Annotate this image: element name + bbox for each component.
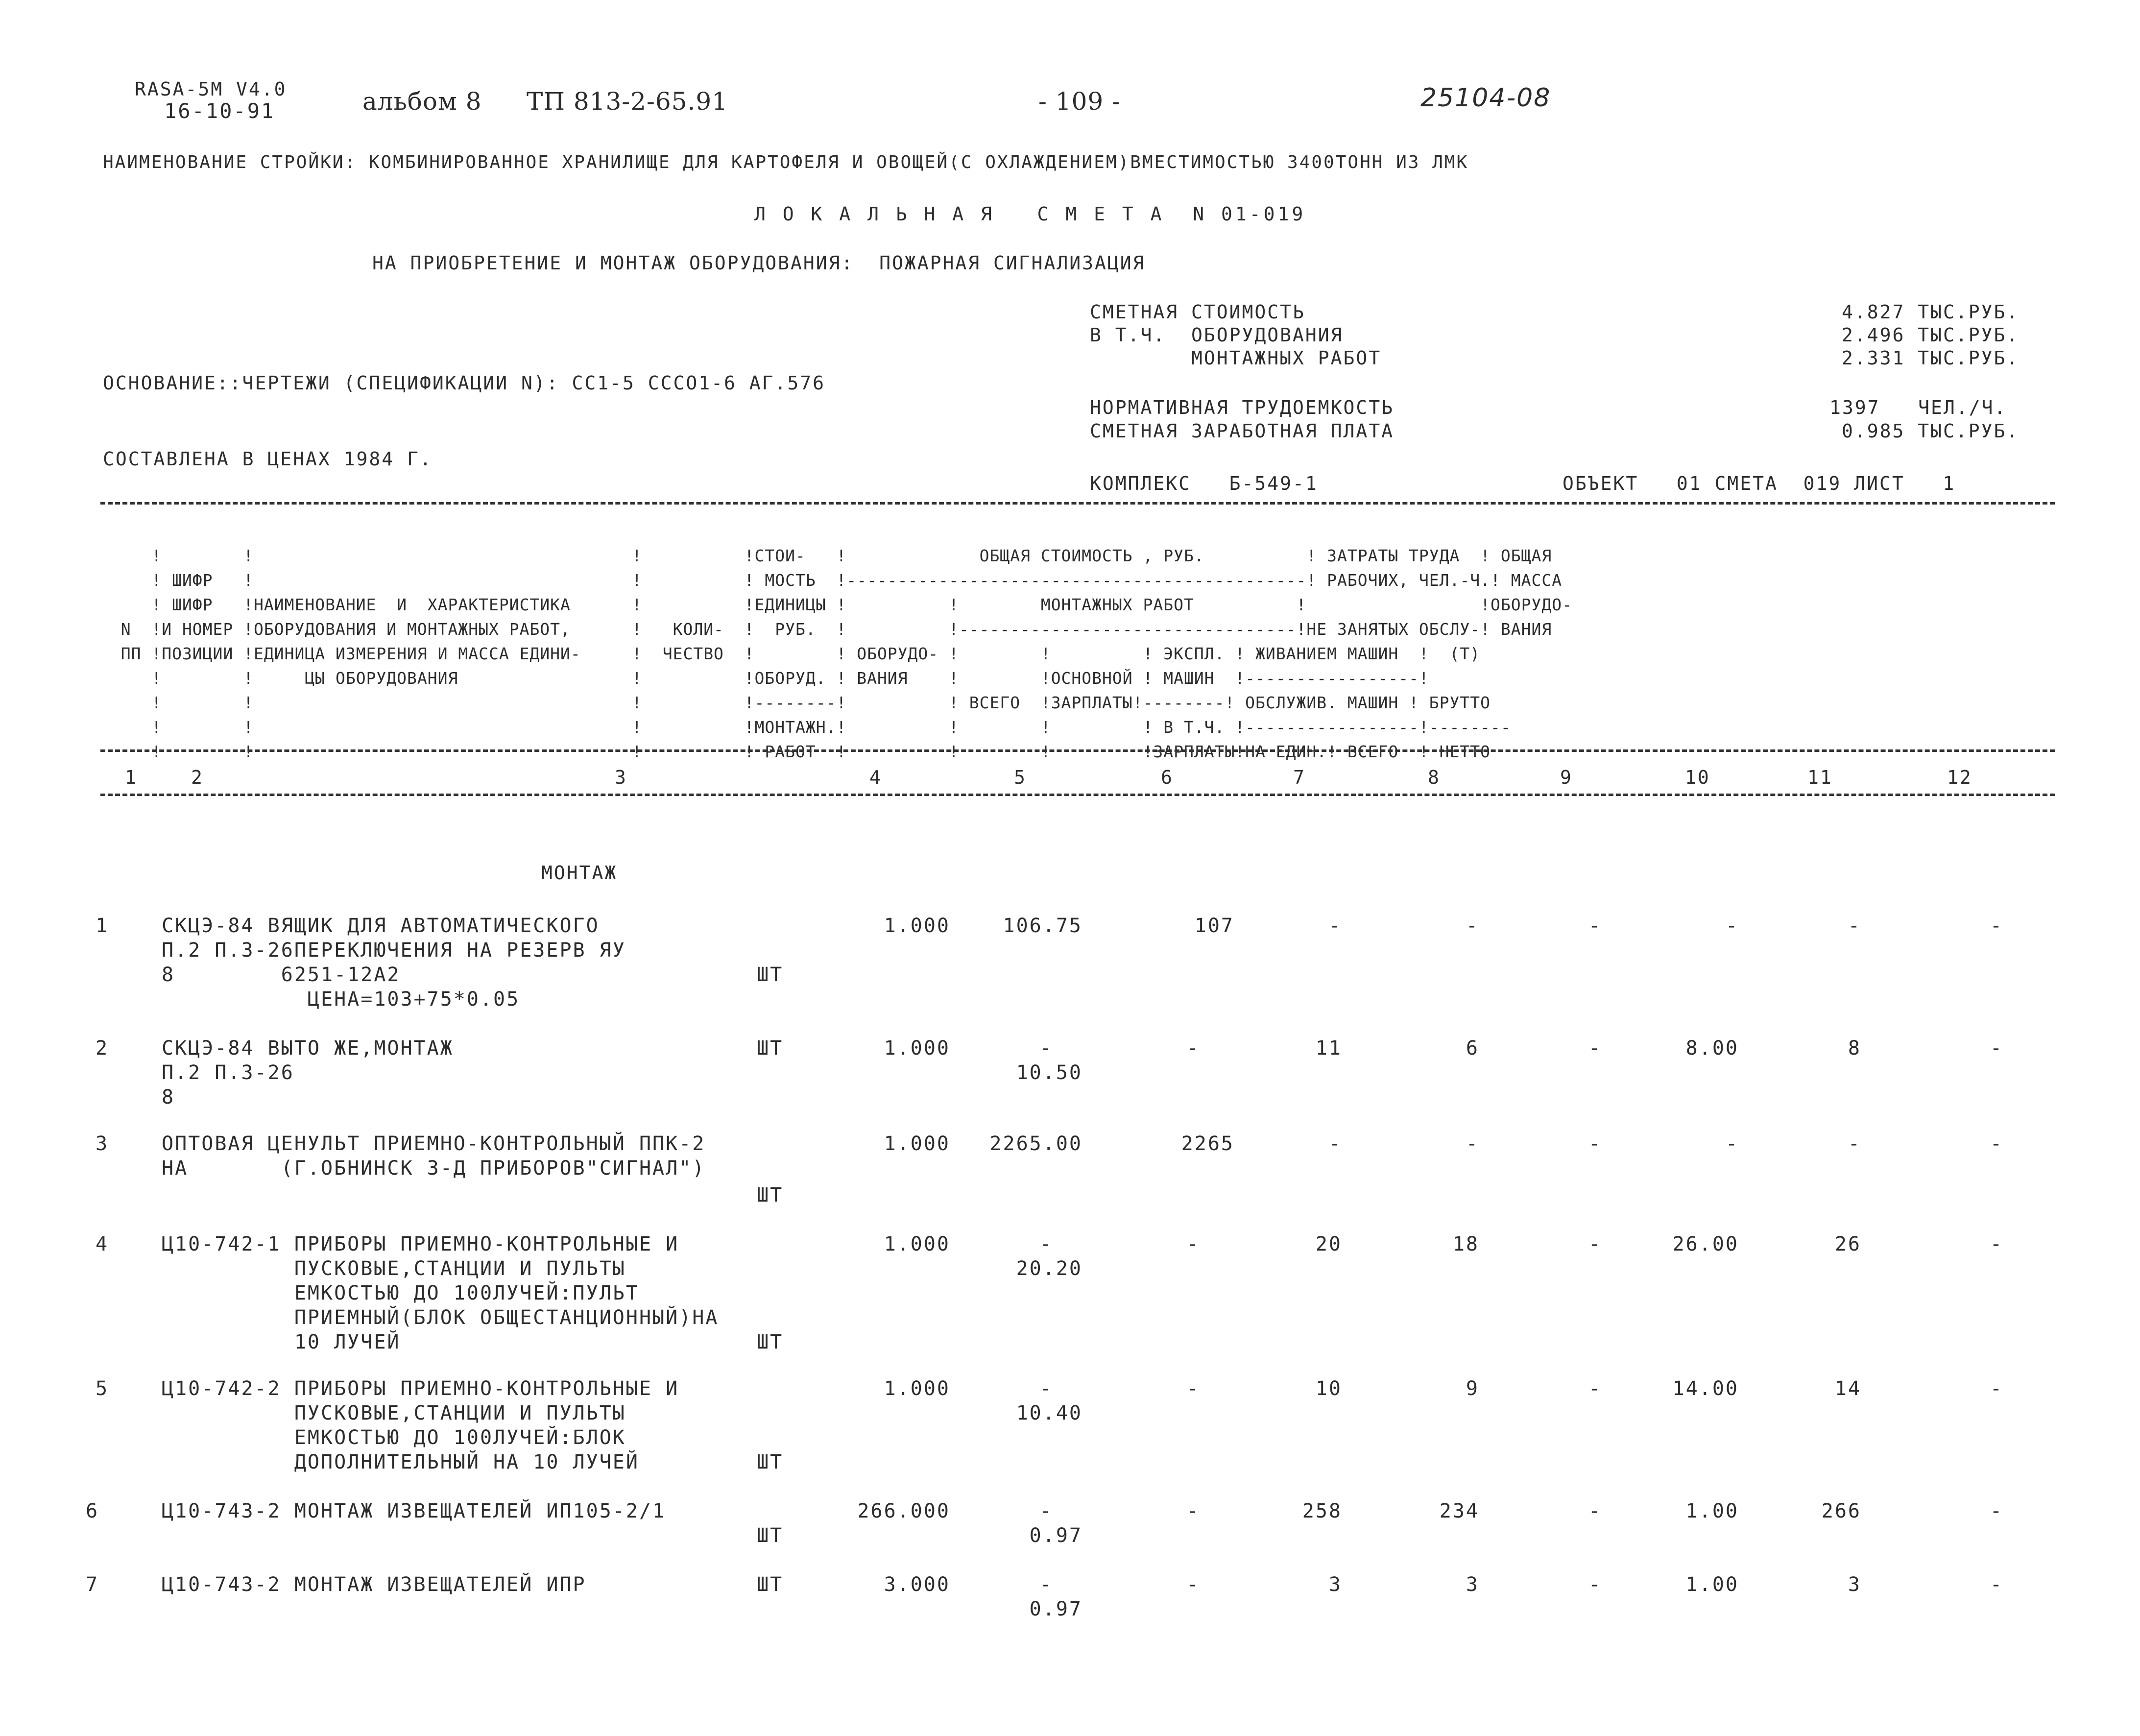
row-desc-line: НА (Г.ОБНИНСК 3-Д ПРИБОРОВ"СИГНАЛ") [162, 1157, 706, 1180]
row-col-10: 8.00 [1685, 1037, 1739, 1060]
row-desc-line: СКЦЭ-84 ВЫТО ЖЕ,МОНТАЖ [162, 1037, 454, 1060]
row-desc-line: Ц10-743-2 МОНТАЖ ИЗВЕЩАТЕЛЕЙ ИП105-2/1 [162, 1500, 666, 1522]
col-num-2: 2 [191, 767, 204, 788]
row-desc-line: ЕМКОСТЬЮ ДО 100ЛУЧЕЙ:БЛОК [162, 1426, 626, 1449]
complex-code: КОМПЛЕКС Б-549-1 [1090, 473, 1318, 494]
cost-value-equipment: 2.496 ТЫС.РУБ. [1842, 324, 2020, 346]
row-col-10: 1.00 [1685, 1573, 1739, 1596]
row-col-10: 14.00 [1672, 1377, 1739, 1400]
table-header [100, 519, 1572, 789]
row-unit-price-mounting: 10.40 [1016, 1402, 1082, 1424]
cost-label-total: СМЕТНАЯ СТОИМОСТЬ [1090, 301, 1305, 323]
row-unit: ШТ [757, 964, 784, 986]
row-quantity: 1.000 [884, 1133, 950, 1155]
row-desc-line: ОПТОВАЯ ЦЕНУЛЬТ ПРИЕМНО-КОНТРОЛЬНЫЙ ППК-2 [162, 1133, 706, 1155]
row-unit-price-mounting: 0.97 [1029, 1598, 1082, 1620]
row-desc-line: ДОПОЛНИТЕЛЬНЫЙ НА 10 ЛУЧЕЙ [162, 1451, 639, 1473]
cost-label-equipment: В Т.Ч. ОБОРУДОВАНИЯ [1090, 324, 1344, 346]
row-col-7: - [1328, 1133, 1342, 1155]
row-col-11: 14 [1834, 1377, 1861, 1400]
row-desc-line: ЦЕНА=103+75*0.05 [162, 988, 520, 1011]
row-col-7: - [1328, 915, 1342, 937]
wage-label: СМЕТНАЯ ЗАРАБОТНАЯ ПЛАТА [1090, 420, 1395, 442]
row-desc-line: 10 ЛУЧЕЙ [162, 1331, 401, 1353]
row-desc-line: П.2 П.3-26ПЕРЕКЛЮЧЕНИЯ НА РЕЗЕРВ ЯУ [162, 939, 626, 962]
row-col-9: - [1588, 1500, 1602, 1522]
row-desc-line: 8 6251-12А2 [162, 964, 401, 986]
page-number: - 109 - [1038, 87, 1121, 116]
table-header-line: ПП !ПОЗИЦИИ !ЕДИНИЦА ИЗМЕРЕНИЯ И МАССА ЕДИНИ- ! ЧЕСТВО ! ! ОБОРУДО- ! ! ! ЭКСПЛ. ! ЖИВАНИЕМ МАШИН ! (Т) [100, 644, 1481, 663]
row-col-12: - [1990, 1500, 2003, 1522]
row-unit: ШТ [757, 1573, 784, 1596]
row-unit: ШТ [757, 1524, 784, 1547]
row-quantity: 266.000 [857, 1500, 950, 1522]
col-num-7: 7 [1293, 767, 1306, 788]
print-date: 16-10-91 [164, 99, 275, 123]
row-col-11: 8 [1848, 1037, 1861, 1060]
row-unit: ШТ [757, 1331, 784, 1353]
row-col-8: 18 [1452, 1233, 1479, 1255]
row-quantity: 1.000 [884, 1377, 950, 1400]
row-col-11: 3 [1848, 1573, 1861, 1596]
row-desc-line: ПУСКОВЫЕ,СТАНЦИИ И ПУЛЬТЫ [162, 1402, 626, 1424]
row-unit-price-equipment: - [1039, 1377, 1053, 1400]
row-number: 7 [86, 1573, 99, 1596]
row-unit: ШТ [757, 1451, 784, 1473]
row-col-9: - [1588, 1573, 1602, 1596]
row-quantity: 3.000 [884, 1573, 950, 1596]
col-num-5: 5 [1014, 767, 1027, 788]
row-desc-line: ЕМКОСТЬЮ ДО 100ЛУЧЕЙ:ПУЛЬТ [162, 1282, 639, 1304]
row-col-9: - [1588, 915, 1602, 937]
row-desc-line: 8 [162, 1086, 175, 1109]
header-bottom-rule [100, 749, 2055, 752]
row-col-8: - [1466, 915, 1479, 937]
program-version: RASA-5M V4.0 [135, 78, 287, 100]
row-col-12: - [1990, 1573, 2003, 1596]
row-col-12: - [1990, 1133, 2003, 1155]
row-quantity: 1.000 [884, 1037, 950, 1060]
row-col-8: 234 [1439, 1500, 1479, 1522]
row-unit-price-mounting: 20.20 [1016, 1257, 1082, 1280]
row-unit: ШТ [757, 1037, 784, 1060]
row-col-10: - [1725, 1133, 1739, 1155]
table-header-line: ! ! ! !СТОИ- ! ОБЩАЯ СТОИМОСТЬ , РУБ. ! ЗАТРАТЫ ТРУДА ! ОБЩАЯ [100, 546, 1552, 565]
row-col-12: - [1990, 1037, 2003, 1060]
row-col-7: 11 [1315, 1037, 1342, 1060]
row-col-6: 107 [1194, 915, 1234, 937]
col-num-6: 6 [1161, 767, 1174, 788]
row-col-9: - [1588, 1233, 1602, 1255]
col-num-4: 4 [869, 767, 882, 788]
row-col-6: - [1186, 1037, 1200, 1060]
col-num-9: 9 [1560, 767, 1573, 788]
cost-label-mounting: МОНТАЖНЫХ РАБОТ [1090, 347, 1382, 369]
row-number: 6 [86, 1500, 99, 1522]
table-header-line: ! ШИФР !НАИМЕНОВАНИЕ И ХАРАКТЕРИСТИКА ! !ЕДИНИЦЫ ! ! МОНТАЖНЫХ РАБОТ ! !ОБОРУДО- [100, 595, 1572, 614]
table-header-line: N !И НОМЕР !ОБОРУДОВАНИЯ И МОНТАЖНЫХ РАБОТ, ! КОЛИ- ! РУБ. ! !---------------------------------!НЕ ЗАНЯТЫХ ОБСЛУ-! ВАНИЯ [100, 620, 1552, 639]
row-quantity: 1.000 [884, 1233, 950, 1255]
row-col-11: - [1848, 915, 1861, 937]
row-col-7: 20 [1315, 1233, 1342, 1255]
row-col-7: 258 [1302, 1500, 1342, 1522]
row-unit-price-mounting: 10.50 [1016, 1061, 1082, 1084]
estimate-subject: НА ПРИОБРЕТЕНИЕ И МОНТАЖ ОБОРУДОВАНИЯ: ПОЖАРНАЯ СИГНАЛИЗАЦИЯ [372, 252, 1146, 274]
row-col-9: - [1588, 1377, 1602, 1400]
row-unit-price-equipment: - [1039, 1500, 1053, 1522]
row-desc-line: ПУСКОВЫЕ,СТАНЦИИ И ПУЛЬТЫ [162, 1257, 626, 1280]
row-col-9: - [1588, 1133, 1602, 1155]
wage-value: 0.985 ТЫС.РУБ. [1842, 420, 2020, 442]
row-col-8: 3 [1466, 1573, 1479, 1596]
table-header-line: ! ! ! ! РАБОТ ! ! ! !ЗАРПЛАТЫ!НА ЕДИН.! ВСЕГО ! НЕТТО [100, 742, 1491, 761]
labor-value: 1397 ЧЕЛ./Ч. [1829, 397, 2007, 418]
row-col-12: - [1990, 915, 2003, 937]
row-col-7: 3 [1328, 1573, 1342, 1596]
col-num-8: 8 [1428, 767, 1441, 788]
col-num-3: 3 [615, 767, 627, 788]
row-unit-price-mounting: 0.97 [1029, 1524, 1082, 1547]
row-number: 3 [96, 1133, 109, 1155]
row-number: 5 [96, 1377, 109, 1400]
row-number: 2 [96, 1037, 109, 1060]
row-number: 1 [96, 915, 109, 937]
col-num-12: 12 [1947, 767, 1972, 788]
row-desc-line: СКЦЭ-84 ВЯЩИК ДЛЯ АВТОМАТИЧЕСКОГО [162, 915, 600, 937]
estimate-title: Л О К А Л Ь Н А Я С М Е Т А N 01-019 [754, 203, 1306, 225]
row-col-8: 9 [1466, 1377, 1479, 1400]
row-col-10: - [1725, 915, 1739, 937]
row-col-6: - [1186, 1377, 1200, 1400]
row-unit-price-equipment: - [1039, 1233, 1053, 1255]
row-unit-price-equipment: 106.75 [1003, 915, 1082, 937]
row-unit-price-equipment: - [1039, 1573, 1053, 1596]
row-col-8: - [1466, 1133, 1479, 1155]
row-col-6: - [1186, 1500, 1200, 1522]
labor-label: НОРМАТИВНАЯ ТРУДОЕМКОСТЬ [1090, 397, 1395, 418]
row-unit-price-equipment: - [1039, 1037, 1053, 1060]
row-desc-line: ПРИЕМНЫЙ(БЛОК ОБЩЕСТАНЦИОННЫЙ)НА [162, 1306, 719, 1329]
row-col-10: 1.00 [1685, 1500, 1739, 1522]
row-col-7: 10 [1315, 1377, 1342, 1400]
section-title: МОНТАЖ [541, 862, 618, 884]
object-sheet: ОБЪЕКТ 01 СМЕТА 019 ЛИСТ 1 [1563, 473, 1956, 494]
row-col-6: - [1186, 1573, 1200, 1596]
row-unit-price-equipment: 2265.00 [989, 1133, 1082, 1155]
row-desc-line: Ц10-742-1 ПРИБОРЫ ПРИЕМНО-КОНТРОЛЬНЫЕ И [162, 1233, 679, 1255]
row-col-9: - [1588, 1037, 1602, 1060]
row-col-8: 6 [1466, 1037, 1479, 1060]
row-col-12: - [1990, 1377, 2003, 1400]
row-col-12: - [1990, 1233, 2003, 1255]
row-quantity: 1.000 [884, 915, 950, 937]
construction-name: НАИМЕНОВАНИЕ СТРОЙКИ: КОМБИНИРОВАННОЕ ХРАНИЛИЩЕ ДЛЯ КАРТОФЕЛЯ И ОВОЩЕЙ(С ОХЛАЖДЕНИЕМ)ВМЕСТИМОСТЬЮ 3400ТОНН ИЗ ЛМК [103, 152, 1469, 172]
tp-number: ТП 813-2-65.91 [527, 87, 728, 116]
col-num-11: 11 [1807, 767, 1833, 788]
row-desc-line: Ц10-743-2 МОНТАЖ ИЗВЕЩАТЕЛЕЙ ИПР [162, 1573, 586, 1596]
handwritten-code: 25104-08 [1420, 83, 1551, 113]
cost-value-total: 4.827 ТЫС.РУБ. [1842, 301, 2020, 323]
row-col-11: - [1848, 1133, 1861, 1155]
row-unit: ШТ [757, 1184, 784, 1206]
row-col-6: - [1186, 1233, 1200, 1255]
row-desc-line: П.2 П.3-26 [162, 1061, 294, 1084]
album-label: альбом 8 [362, 87, 482, 116]
table-header-line: ! ! ! !--------! ! ВСЕГО !ЗАРПЛАТЫ!--------! ОБСЛУЖИВ. МАШИН ! БРУТТО [100, 693, 1491, 712]
row-desc-line: Ц10-742-2 ПРИБОРЫ ПРИЕМНО-КОНТРОЛЬНЫЕ И [162, 1377, 679, 1400]
row-col-6: 2265 [1181, 1133, 1234, 1155]
col-num-1: 1 [125, 767, 138, 788]
row-col-10: 26.00 [1672, 1233, 1739, 1255]
table-top-rule [100, 502, 2055, 505]
col-numbers-rule [100, 794, 2055, 796]
col-num-10: 10 [1685, 767, 1710, 788]
table-header-line: ! ! ! !МОНТАЖН.! ! ! ! В Т.Ч. !-----------------!-------- [100, 718, 1511, 737]
table-header-line: ! ШИФР ! ! ! МОСТЬ !---------------------------------------------! РАБОЧИХ, ЧЕЛ.-Ч.! МАССА [100, 571, 1563, 590]
row-col-11: 266 [1821, 1500, 1861, 1522]
row-col-11: 26 [1834, 1233, 1861, 1255]
row-number: 4 [96, 1233, 109, 1255]
cost-value-mounting: 2.331 ТЫС.РУБ. [1842, 347, 2020, 369]
basis: ОСНОВАНИЕ::ЧЕРТЕЖИ (СПЕЦИФИКАЦИИ N): СС1-5 СССО1-6 АГ.576 [103, 372, 826, 394]
price-basis: СОСТАВЛЕНА В ЦЕНАХ 1984 Г. [103, 448, 433, 470]
table-header-line: ! ! ЦЫ ОБОРУДОВАНИЯ ! !ОБОРУД. ! ВАНИЯ ! !ОСНОВНОЙ ! МАШИН !-----------------! [100, 669, 1429, 688]
